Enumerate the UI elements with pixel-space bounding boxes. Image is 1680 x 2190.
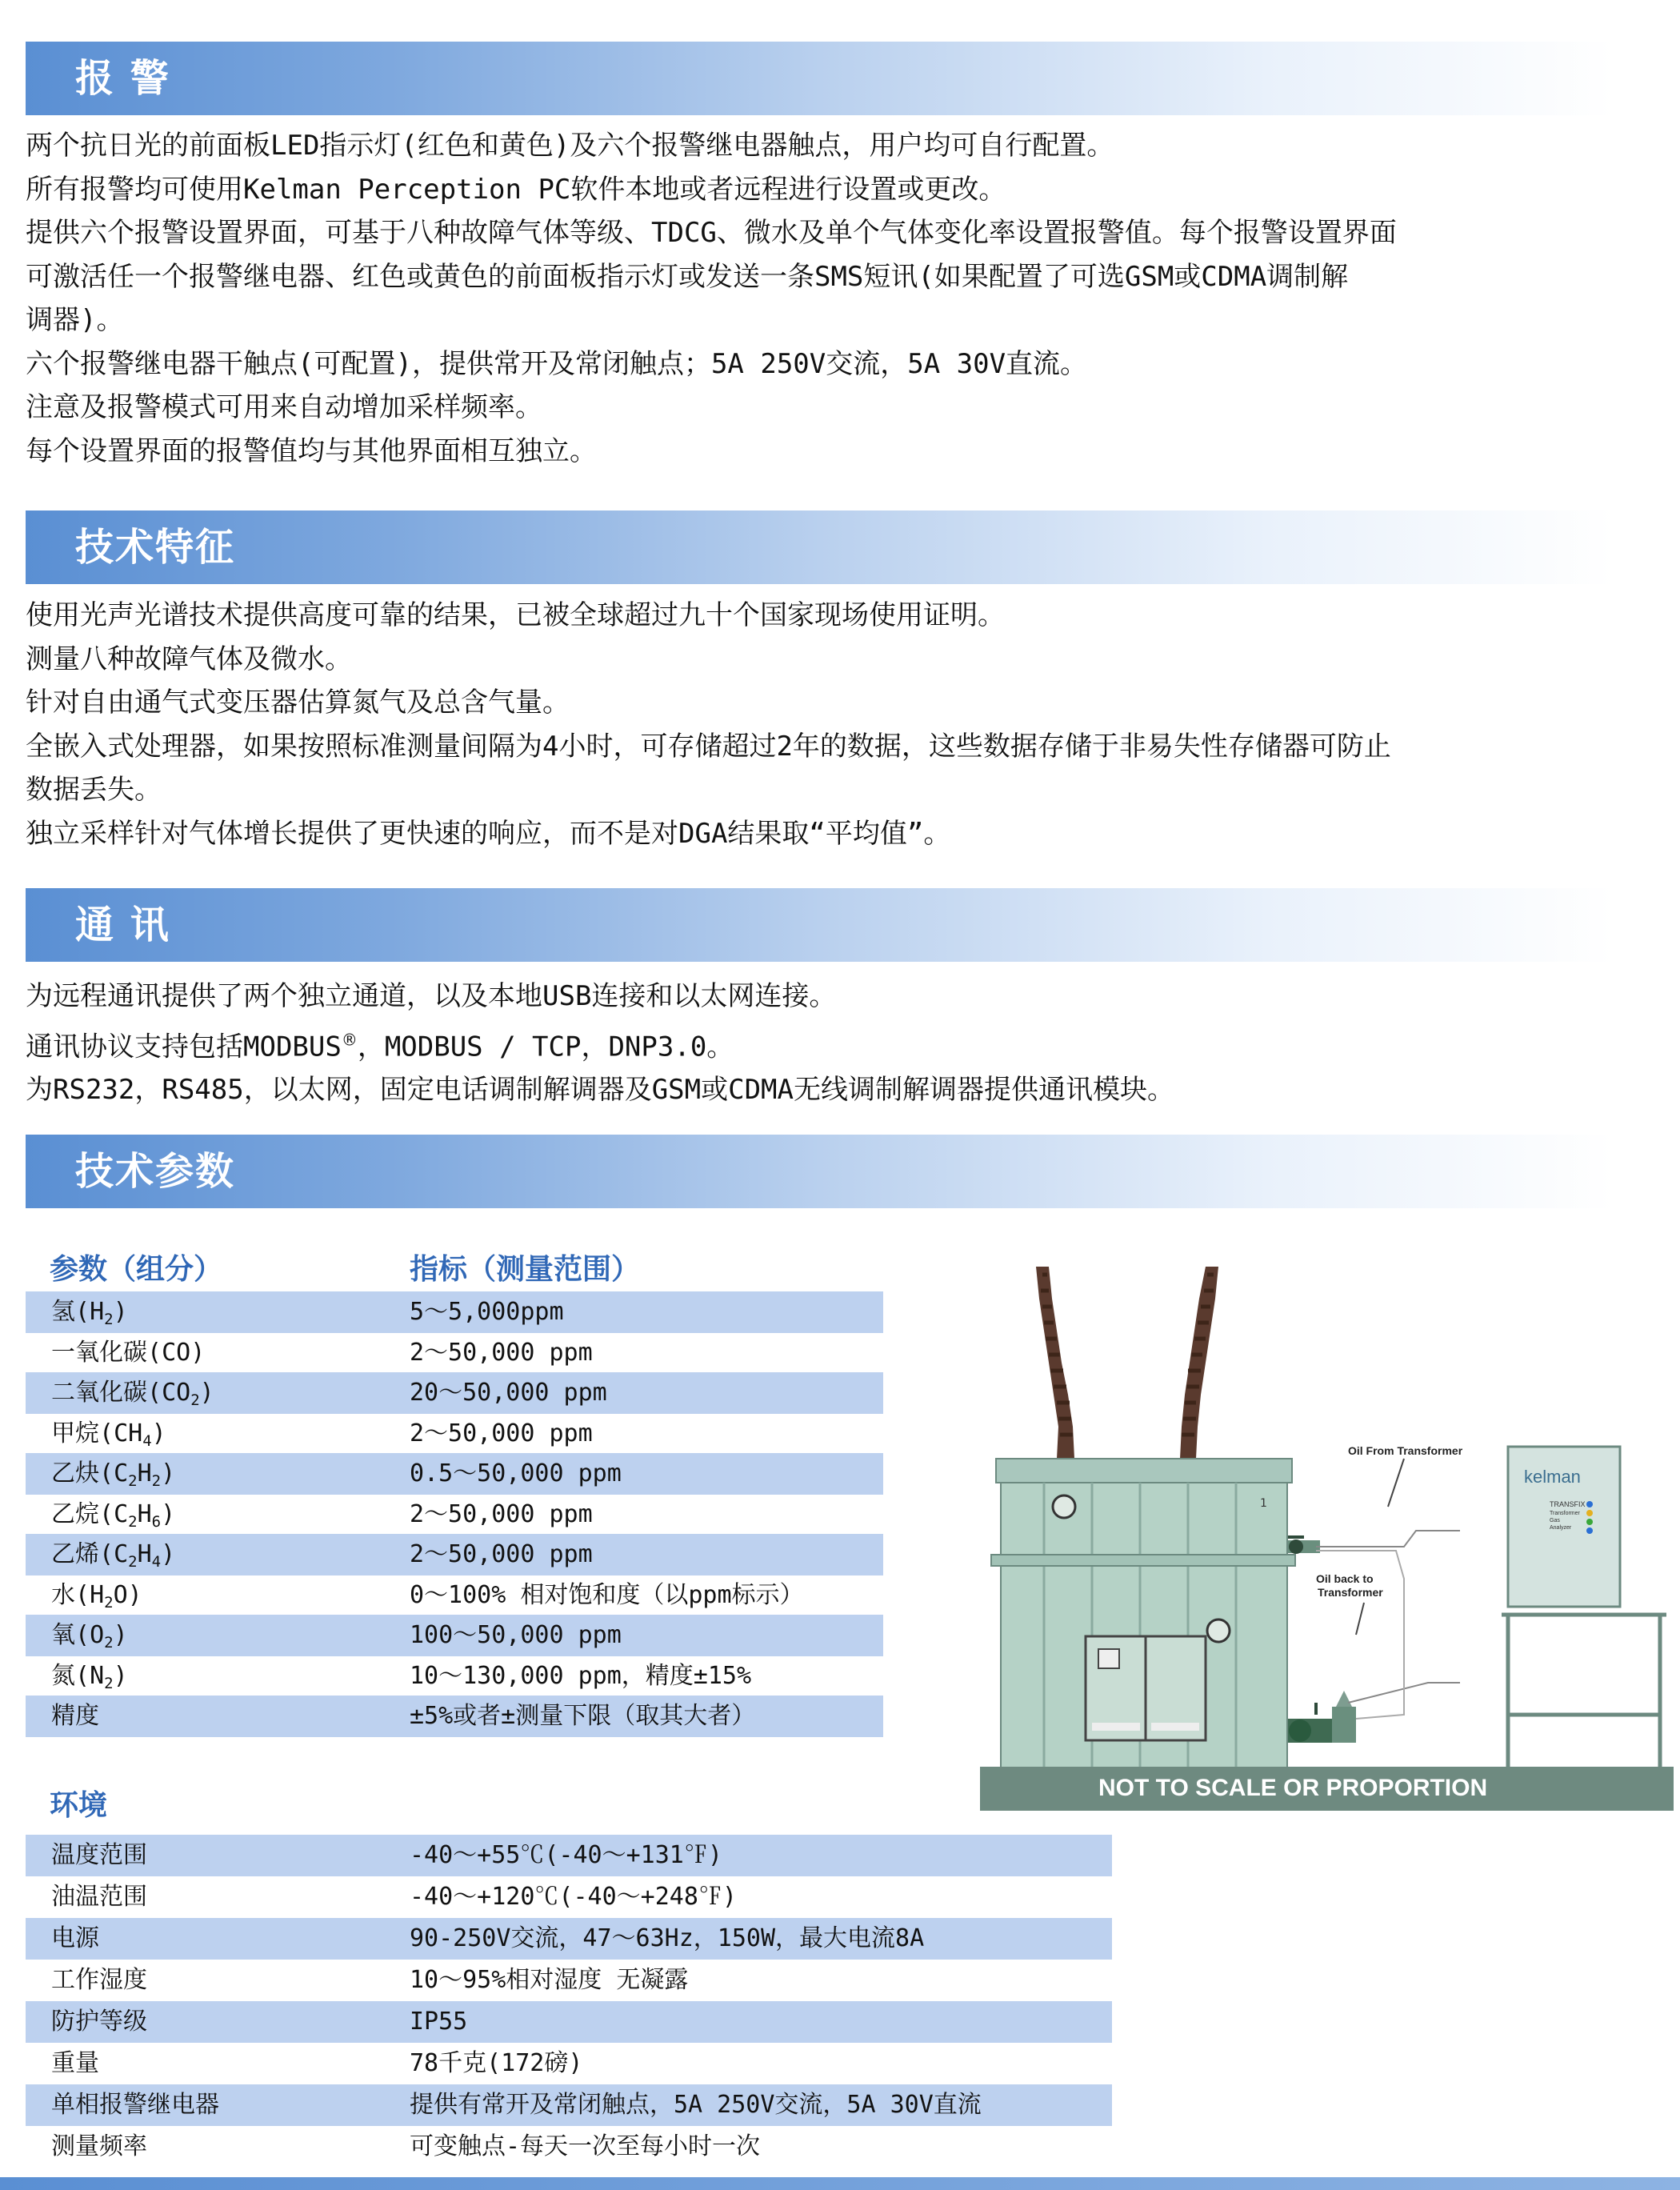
param-name <box>51 1332 205 1374</box>
param-name <box>51 1656 128 1697</box>
alarm-line: 六个报警继电器干触点(可配置)，提供常开及常闭触点；5A 250V交流，5A 30V直流。 <box>26 347 1088 380</box>
param-name-text: 氮 <box>51 1661 75 1690</box>
env-name: 油温范围 <box>51 1883 147 1911</box>
brand-label: kelman <box>1524 1467 1581 1487</box>
analyzer-stand <box>1502 1615 1666 1787</box>
comms-text <box>26 975 1586 1112</box>
alarm-section-header <box>26 42 1680 115</box>
params-col1-header: 参数（组分） <box>50 1253 223 1286</box>
alarm-line: 可激活任一个报警继电器、红色或黄色的前面板指示灯或发送一条SMS短讯(如果配置了可选GSM或CDMA调制解 <box>26 260 1349 293</box>
param-name <box>51 1372 214 1414</box>
formula-symbol: H <box>90 1580 105 1609</box>
param-formula: $(C_2H_2)$ <box>99 1459 176 1490</box>
params-col2-header: 指标（测量范围） <box>410 1253 641 1286</box>
param-name-text: 乙烷 <box>51 1499 99 1528</box>
kelman-analyzer <box>1508 1447 1620 1607</box>
params-row <box>26 1291 883 1333</box>
panel-mark: 1 <box>1260 1497 1267 1510</box>
param-value: 0.5～50,000 ppm <box>410 1459 622 1487</box>
param-value: 2～50,000 ppm <box>410 1540 593 1568</box>
env-value: 90-250V交流，47～63Hz，150W，最大电流8A <box>410 1924 925 1952</box>
env-name: 单相报警继电器 <box>51 2091 219 2119</box>
formula-symbol: N <box>90 1661 105 1690</box>
bushing-left <box>1036 1267 1074 1459</box>
params-row <box>26 1575 883 1616</box>
features-title: 技术特征 <box>75 525 236 570</box>
formula-symbol: H <box>137 1499 152 1528</box>
param-name-text: 甲烷 <box>51 1419 99 1447</box>
param-formula: $(CO_2)$ <box>147 1379 214 1409</box>
features-line: 全嵌入式处理器，如果按照标准测量间隔为4小时，可存储超过2年的数据，这些数据存储于非易失性存储器可防止 <box>26 730 1391 763</box>
param-name-text: 精度 <box>51 1702 99 1730</box>
param-value: 2～50,000 ppm <box>410 1419 593 1447</box>
features-section-header <box>26 510 1680 584</box>
alarm-line: 每个设置界面的报警值均与其他界面相互独立。 <box>26 434 597 467</box>
env-name: 防护等级 <box>51 2008 147 2036</box>
param-value: 0～100% 相对饱和度（以ppm标示） <box>410 1580 804 1609</box>
formula-subscript: 2 <box>128 1553 138 1571</box>
param-value: 2～50,000 ppm <box>410 1499 593 1528</box>
formula-subscript: 2 <box>128 1472 138 1490</box>
comms-line <box>26 1019 1586 1069</box>
comms-section-header <box>26 888 1680 962</box>
param-name-text: 一氧化碳 <box>51 1338 147 1367</box>
valve-upper <box>1288 1537 1320 1554</box>
param-value: 10～130,000 ppm，精度±15% <box>410 1661 752 1690</box>
features-line: 测量八种故障气体及微水。 <box>26 643 352 675</box>
formula-subscript: 2 <box>128 1512 138 1531</box>
scale-caption: NOT TO SCALE OR PROPORTION <box>1098 1775 1488 1801</box>
features-line: 使用光声光谱技术提供高度可靠的结果，已被全球超过九十个国家现场使用证明。 <box>26 599 1005 631</box>
valve-lower <box>1288 1691 1356 1743</box>
param-formula: $(C_2H_6)$ <box>99 1499 176 1531</box>
oil-back-label-1: Oil back to <box>1316 1572 1374 1585</box>
alarm-title: 报 警 <box>75 56 170 101</box>
params-row <box>26 1494 883 1535</box>
env-value: IP55 <box>410 2008 468 2036</box>
env-value: -40～+55℃(-40～+131℉) <box>410 1841 722 1869</box>
formula-subscript: 2 <box>104 1311 114 1328</box>
device-line2: Transformer <box>1550 1511 1580 1516</box>
param-name <box>51 1453 175 1495</box>
device-line1: TRANSFIX <box>1550 1500 1586 1508</box>
param-formula: (CO) <box>147 1338 206 1367</box>
params-row <box>26 1332 883 1374</box>
param-value: 5～5,000ppm <box>410 1298 564 1326</box>
param-name-text: 氧 <box>51 1621 75 1649</box>
oil-lines <box>1316 1531 1460 1719</box>
bushing-right <box>1180 1267 1218 1459</box>
formula-symbol: O <box>113 1580 128 1609</box>
formula-symbol: H <box>137 1459 152 1487</box>
formula-subscript: 2 <box>190 1391 200 1409</box>
param-name <box>51 1413 166 1455</box>
formula-subscript: 6 <box>151 1512 162 1531</box>
env-row <box>26 2043 1112 2084</box>
formula-subscript: 2 <box>104 1634 114 1652</box>
env-value: 可变触点-每天一次至每小时一次 <box>410 2132 761 2160</box>
param-name-text: 乙炔 <box>51 1459 99 1487</box>
params-title: 技术参数 <box>75 1149 236 1194</box>
comms-line: 为RS232，RS485，以太网，固定电话调制解调器及GSM或CDMA无线调制解调器提供通讯模块。 <box>26 1074 1174 1107</box>
transformer-tank <box>991 1459 1295 1787</box>
alarm-line: 注意及报警模式可用来自动增加采样频率。 <box>26 391 542 423</box>
env-value: -40～+120℃(-40～+248℉) <box>410 1883 737 1911</box>
features-line: 独立采样针对气体增长提供了更快速的响应，而不是对DGA结果取“平均值”。 <box>26 817 951 850</box>
formula-subscript: 2 <box>151 1472 162 1490</box>
formula-symbol: CO <box>162 1379 191 1407</box>
env-value: 提供有常开及常闭触点，5A 250V交流，5A 30V直流 <box>410 2091 982 2119</box>
comms-line2-suffix: ，MODBUS / TCP，DNP3.0。 <box>357 1030 734 1063</box>
bottom-bar <box>0 2177 1680 2190</box>
params-row <box>26 1656 883 1697</box>
params-row <box>26 1372 883 1414</box>
comms-line2-prefix: 通讯协议支持包括MODBUS <box>26 1030 342 1063</box>
oil-back-label-2: Transformer <box>1318 1586 1383 1599</box>
params-row <box>26 1534 883 1575</box>
alarm-line: 两个抗日光的前面板LED指示灯(红色和黄色)及六个报警继电器触点，用户均可自行配置。 <box>26 130 1114 162</box>
param-value: 100～50,000 ppm <box>410 1621 622 1649</box>
device-line3: Gas <box>1550 1518 1560 1523</box>
comms-line: 为远程通讯提供了两个独立通道，以及本地USB连接和以太网连接。 <box>26 980 837 1012</box>
param-name-text: 氢 <box>51 1298 75 1326</box>
env-title: 环境 <box>50 1789 108 1822</box>
param-name-text: 乙烯 <box>51 1540 99 1568</box>
env-name: 电源 <box>51 1924 99 1952</box>
param-name <box>51 1575 142 1616</box>
env-row <box>26 1876 1112 1918</box>
params-row <box>26 1413 883 1455</box>
param-formula: $(N_2)$ <box>75 1661 128 1692</box>
env-row <box>26 1918 1112 1960</box>
param-name-text: 水 <box>51 1580 75 1609</box>
env-name: 工作湿度 <box>51 1966 147 1994</box>
params-row <box>26 1696 883 1737</box>
param-formula: $(O_2)$ <box>75 1621 128 1652</box>
device-line4: Analyzer <box>1550 1525 1572 1531</box>
registered-mark: ® <box>341 1030 358 1050</box>
env-row <box>26 2084 1112 2126</box>
params-row <box>26 1453 883 1495</box>
param-name <box>51 1291 128 1333</box>
param-name <box>51 1615 128 1656</box>
param-formula: $(CH_4)$ <box>99 1419 166 1450</box>
param-name-text: 二氧化碳 <box>51 1379 147 1407</box>
param-name <box>51 1534 175 1575</box>
env-value: 78千克(172磅) <box>410 2049 583 2077</box>
param-formula: $(H_2O)$ <box>75 1580 142 1611</box>
formula-symbol: O <box>90 1621 105 1649</box>
formula-symbol: C <box>114 1540 129 1568</box>
features-line: 数据丢失。 <box>26 774 162 806</box>
params-section-header <box>26 1135 1680 1208</box>
formula-subscript: 4 <box>151 1553 162 1571</box>
comms-title: 通 讯 <box>75 903 170 947</box>
env-row <box>26 2126 1112 2168</box>
formula-symbol: C <box>114 1499 129 1528</box>
param-value: 2～50,000 ppm <box>410 1338 593 1367</box>
env-row <box>26 1835 1112 1876</box>
features-text <box>26 594 1586 855</box>
formula-symbol: C <box>114 1459 129 1487</box>
alarm-line: 所有报警均可使用Kelman Perception PC软件本地或者远程进行设置或更改。 <box>26 173 1006 206</box>
env-row <box>26 1960 1112 2001</box>
env-name: 测量频率 <box>51 2132 147 2160</box>
env-value: 10～95%相对湿度 无凝露 <box>410 1966 689 1994</box>
formula-symbol: CH <box>114 1419 143 1447</box>
alarm-line: 调器)。 <box>26 304 124 336</box>
oil-from-label: Oil From Transformer <box>1348 1444 1463 1457</box>
features-line: 针对自由通气式变压器估算氮气及总含气量。 <box>26 687 570 719</box>
param-formula: $(H_2)$ <box>75 1298 128 1328</box>
formula-subscript: 2 <box>104 1593 114 1611</box>
alarm-text <box>26 124 1586 473</box>
param-value: 20～50,000 ppm <box>410 1379 607 1407</box>
params-row <box>26 1615 883 1656</box>
formula-subscript: 4 <box>142 1431 152 1450</box>
param-formula: $(C_2H_4)$ <box>99 1540 176 1571</box>
env-name: 温度范围 <box>51 1841 147 1869</box>
formula-symbol: H <box>137 1540 152 1568</box>
formula-subscript: 2 <box>104 1674 114 1692</box>
alarm-line: 提供六个报警设置界面，可基于八种故障气体等级、TDCG、微水及单个气体变化率设置报警值。每个报警设置界面 <box>26 217 1397 249</box>
param-value: ±5%或者±测量下限（取其大者） <box>410 1702 756 1730</box>
env-name: 重量 <box>51 2049 99 2077</box>
env-row <box>26 2001 1112 2043</box>
formula-symbol: CO <box>162 1338 191 1367</box>
param-name <box>51 1696 99 1737</box>
param-name <box>51 1494 175 1535</box>
formula-symbol: H <box>90 1298 105 1326</box>
transformer-diagram <box>980 1267 1674 1811</box>
